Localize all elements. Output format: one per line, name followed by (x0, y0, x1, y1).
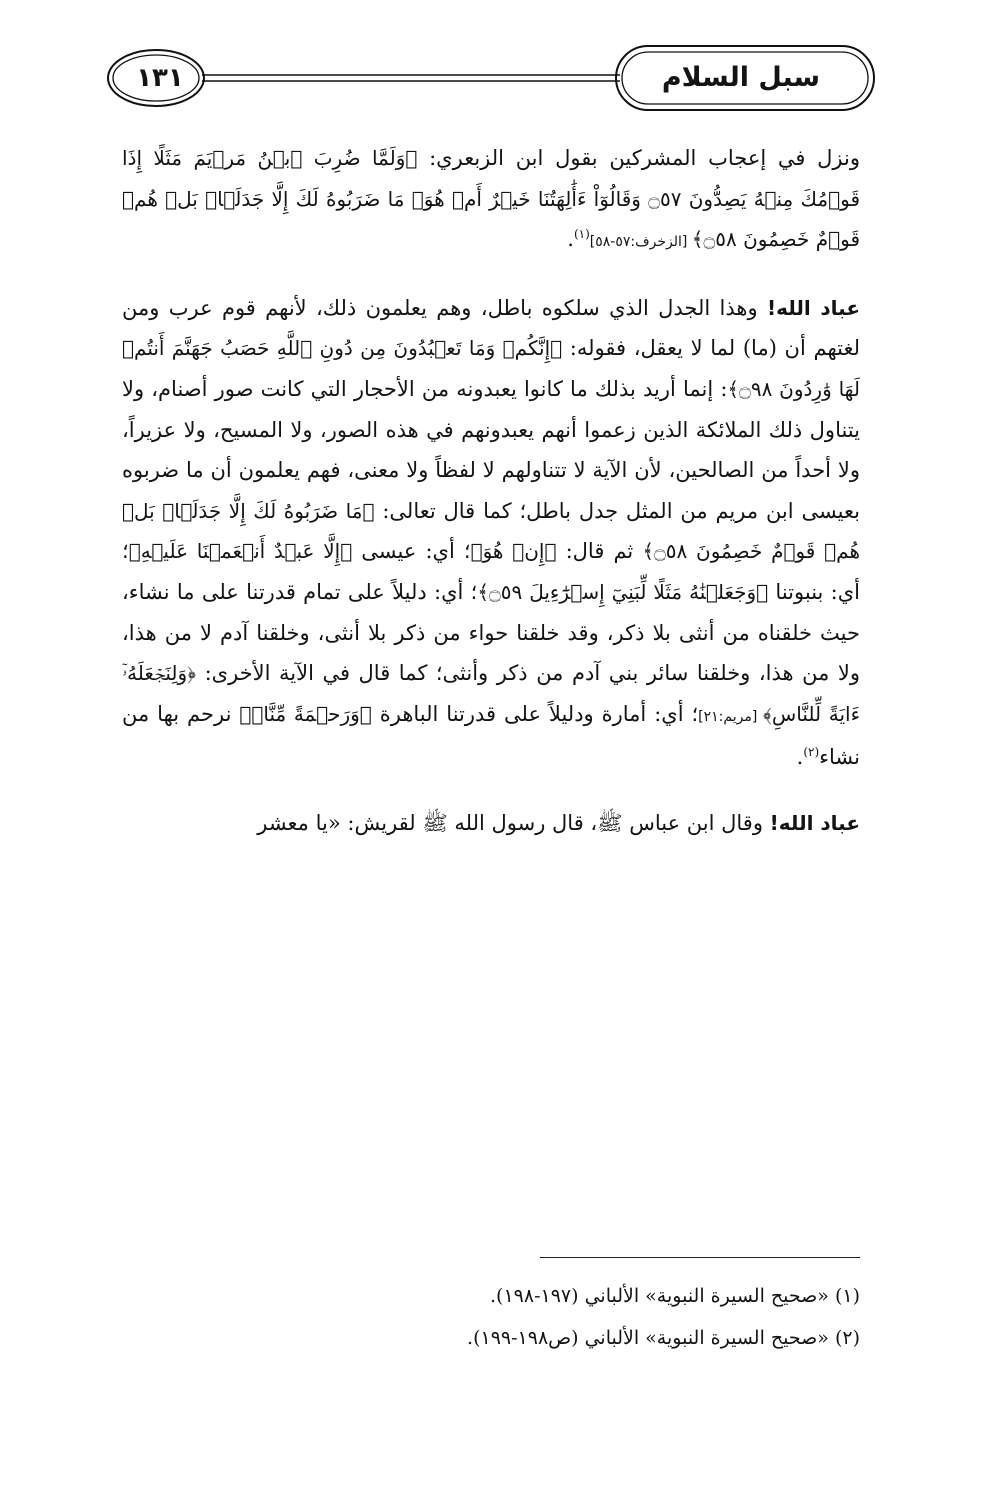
paragraph-1-end: . (567, 227, 574, 252)
paragraph-2-text-6: ؛ أي: دليلاً على تمام قدرتنا على ما نشاء، حيث خلقناه من أنثى بلا ذكر، وقد خلقنا حواء من ذكر بلا أنثى، وخلقنا آدم لا من هذا، ولا من هذا، وخلقنا سائر بني آدم من ذكر وأنثى؛ كما قال في الآية الأخرى: (122, 579, 860, 686)
page-header (104, 42, 880, 116)
footnotes (300, 1275, 860, 1359)
paragraph-2-end: . (796, 745, 804, 770)
quran-verse-anbiya: ﴿إِنَّكُمۡ وَمَا تَعۡبُدُونَ مِن دُونِ ٱللَّهِ حَصَبُ جَهَنَّمَ أَنتُمۡ لَهَا وَٰرِدُونَ ۝٩٨﴾ (122, 336, 860, 401)
paragraph-2-text-8: نرحم بها من نشاء (122, 701, 860, 770)
paragraph-1-intro: ونزل في إعجاب المشركين بقول ابن الزبعري: (417, 146, 860, 170)
paragraph-2-text-7: ؛ أي: أمارة ودليلاً على قدرتنا الباهرة (371, 701, 699, 726)
footnote-divider (540, 1257, 860, 1258)
paragraph-2 (122, 288, 860, 778)
paragraph-2-text-5: ؛ أي: بنبوتنا (122, 539, 860, 604)
footnote-1: (١) «صحيح السيرة النبوية» الألباني (١٩٧-١٩٨). (490, 1285, 860, 1307)
paragraph-3-label: عباد الله! (769, 810, 860, 835)
paragraph-2-text-3: ثم قال: (556, 539, 643, 564)
quran-verse-3: ﴿إِنۡ هُوَ﴾ (470, 539, 557, 564)
verse-reference: [الزخرف:٥٧-٥٨] (589, 234, 692, 251)
paragraph-2-text-1: وهذا الجدل الذي سلكوه باطل، وهم يعلمون ذلك، لأنهم قوم عرب ومن لغتهم أن (ما) لما لا يعقل، فقوله: (122, 295, 860, 361)
quran-verse-maryam: ﴿وَلِنَجۡعَلَهُۥٓ ءَايَةً لِّلنَّاسِ﴾ (122, 661, 860, 726)
footnote-2: (٢) «صحيح السيرة النبوية» الألباني (ص١٩٨-١٩٩). (467, 1327, 860, 1349)
paragraph-3-text: وقال ابن عباس ﷺ، قال رسول الله ﷺ لقريش: «يا معشر (257, 810, 770, 835)
main-text (122, 138, 860, 844)
quran-verse-4: ﴿إِلَّا عَبۡدٌ أَنۡعَمۡنَا عَلَيۡهِ﴾ (128, 539, 353, 564)
page-number: ١٣١ (136, 63, 184, 93)
paragraph-2-label: عباد الله! (766, 295, 860, 320)
quran-verse-7: ﴿وَرَحۡمَةً مِّنَّاۚ﴾ (239, 701, 372, 726)
paragraph-2-text-4: ؛ أي: عيسى (352, 539, 471, 564)
verse-reference-2: [مريم:٢١] (698, 708, 763, 725)
footnote-marker-2[interactable]: (٢) (803, 745, 820, 760)
quran-verse-2: ﴿مَا ضَرَبُوهُ لَكَ إِلَّا جَدَلَۢاۚ بَلۡ هُمۡ قَوۡمٌ خَصِمُونَ ۝٥٨﴾ (122, 498, 860, 564)
paragraph-2-text-2: : إنما أريد بذلك ما كانوا يعبدونه من الأحجار التي كانت صور أصنام، ولا يتناول ذلك الملائكة الذين زعموا أنهم يعبدونهم في هذه الصور، ولا المسيح، ولا عزيراً، ولا أحداً من الصالحين، لأن الآية لا تتناولهم لا لفظاً ولا معنى، فهم يعلمون أن ما ضربوه بعيسى ابن مريم من المثل جدل باطل؛ كما قال تعالى: (122, 376, 860, 523)
paragraph-3 (122, 803, 860, 844)
book-title: سبل السلام (661, 62, 821, 93)
quran-verse-zukhruf: ﴿وَلَمَّا ضُرِبَ ٱبۡنُ مَرۡيَمَ مَثَلًا إِذَا قَوۡمُكَ مِنۡهُ يَصِدُّونَ ۝٥٧ وَقَالُوٓاْ ءَأَٰلِهَتُنَا خَيۡرٌ أَمۡ هُوَۚ مَا ضَرَبُوهُ لَكَ إِلَّا جَدَلَۢاۚ بَلۡ هُمۡ قَوۡمٌ خَصِمُونَ ۝٥٨﴾ (122, 146, 860, 252)
footnote-marker-1[interactable]: (١) (573, 227, 590, 242)
quran-verse-5: ﴿وَجَعَلۡنَٰهُ مَثَلًا لِّبَنِيٓ إِسۡرَٰٓءِيلَ ۝٥٩﴾ (477, 579, 769, 604)
paragraph-1 (122, 138, 860, 263)
